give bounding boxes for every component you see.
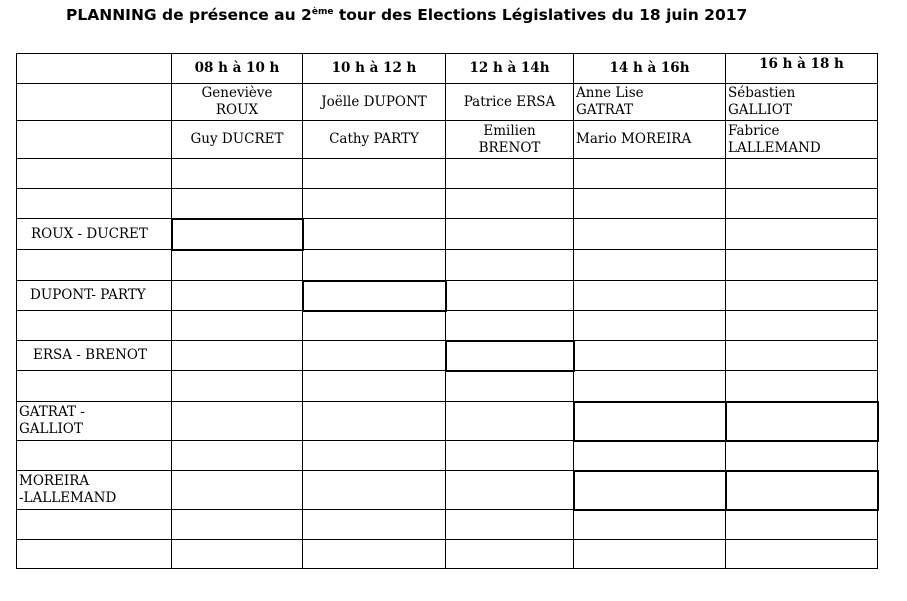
table-cell (446, 441, 574, 471)
table-cell (574, 540, 726, 569)
table-row (17, 402, 878, 441)
planning-table (16, 53, 879, 569)
assignee-row-1 (17, 84, 878, 121)
table-row (17, 510, 878, 540)
pair-label: DUPONT- PARTY (17, 281, 172, 311)
table-cell (446, 281, 574, 311)
table-cell (574, 281, 726, 311)
table-cell (303, 219, 446, 250)
table-cell (726, 189, 878, 219)
table-cell (574, 311, 726, 341)
table-cell (446, 371, 574, 402)
table-cell (446, 219, 574, 250)
table-cell (446, 540, 574, 569)
table-cell (446, 510, 574, 540)
assignee-row-2 (17, 121, 878, 159)
table-cell (172, 250, 303, 281)
corner-cell (17, 54, 172, 84)
title-superscript: ème (311, 6, 334, 17)
assigned-slot (574, 471, 726, 510)
table-cell (446, 471, 574, 510)
table-cell (303, 540, 446, 569)
pair-label: ERSA - BRENOT (17, 341, 172, 371)
time-slot-4: 14 h à 16h (574, 54, 726, 84)
pair-label: ROUX - DUCRET (17, 219, 172, 250)
table-cell (172, 311, 303, 341)
page-title: PLANNING de présence au 2ème tour des Elections Législatives du 18 juin 2017 (66, 6, 748, 24)
table-cell (726, 441, 878, 471)
table-cell (17, 159, 172, 189)
time-slot-1: 08 h à 10 h (172, 54, 303, 84)
table-cell (574, 441, 726, 471)
table-cell (726, 281, 878, 311)
table-cell (303, 471, 446, 510)
table-row (17, 281, 878, 311)
table-cell (172, 189, 303, 219)
table-cell (303, 159, 446, 189)
table-cell (303, 402, 446, 441)
table-cell (303, 371, 446, 402)
table-cell (726, 311, 878, 341)
table-cell (574, 219, 726, 250)
table-row (17, 371, 878, 402)
time-slot-3: 12 h à 14h (446, 54, 574, 84)
pair-label: MOREIRA -LALLEMAND (17, 471, 172, 510)
table-cell (17, 441, 172, 471)
assignee-cell: Anne Lise GATRAT (574, 84, 726, 121)
table-cell (172, 341, 303, 371)
table-cell (303, 311, 446, 341)
table-row (17, 471, 878, 510)
table-cell (17, 121, 172, 159)
table-cell (303, 250, 446, 281)
table-cell (303, 189, 446, 219)
table-row (17, 341, 878, 371)
table-row (17, 441, 878, 471)
table-row (17, 311, 878, 341)
table-cell (17, 540, 172, 569)
table-cell (303, 510, 446, 540)
table-cell (446, 250, 574, 281)
table-cell (303, 341, 446, 371)
table-cell (446, 159, 574, 189)
table-cell (17, 189, 172, 219)
table-cell (172, 371, 303, 402)
assignee-cell: Emilien BRENOT (446, 121, 574, 159)
assignee-cell: Mario MOREIRA (574, 121, 726, 159)
assignee-cell: Cathy PARTY (303, 121, 446, 159)
time-slot-5: 16 h à 18 h (726, 54, 878, 84)
table-cell (726, 159, 878, 189)
header-row (17, 54, 878, 84)
assigned-slot (726, 402, 878, 441)
table-row (17, 189, 878, 219)
time-slot-2: 10 h à 12 h (303, 54, 446, 84)
table-cell (172, 510, 303, 540)
assignee-cell: Guy DUCRET (172, 121, 303, 159)
table-cell (726, 540, 878, 569)
table-cell (17, 250, 172, 281)
table-cell (17, 371, 172, 402)
table-cell (172, 159, 303, 189)
table-cell (172, 402, 303, 441)
table-cell (726, 510, 878, 540)
table-cell (446, 189, 574, 219)
assigned-slot (172, 219, 303, 250)
table-cell (446, 311, 574, 341)
table-cell (574, 341, 726, 371)
assigned-slot (303, 281, 446, 311)
table-cell (726, 341, 878, 371)
assignee-cell: Sébastien GALLIOT (726, 84, 878, 121)
table-cell (172, 281, 303, 311)
assignee-cell: Joëlle DUPONT (303, 84, 446, 121)
table-cell (172, 540, 303, 569)
table-row (17, 540, 878, 569)
table-cell (574, 371, 726, 402)
assigned-slot (574, 402, 726, 441)
table-cell (172, 471, 303, 510)
assigned-slot (726, 471, 878, 510)
table-cell (726, 371, 878, 402)
table-cell (726, 219, 878, 250)
table-cell (574, 159, 726, 189)
table-cell (303, 441, 446, 471)
table-cell (17, 84, 172, 121)
table-row (17, 219, 878, 250)
table-cell (172, 441, 303, 471)
table-cell (574, 510, 726, 540)
table-cell (446, 402, 574, 441)
pair-label: GATRAT - GALLIOT (17, 402, 172, 441)
table-row (17, 159, 878, 189)
table-cell (17, 311, 172, 341)
assignee-cell: Patrice ERSA (446, 84, 574, 121)
table-cell (17, 510, 172, 540)
table-cell (574, 189, 726, 219)
table-cell (574, 250, 726, 281)
assignee-cell: Geneviève ROUX (172, 84, 303, 121)
table-cell (726, 250, 878, 281)
table-row (17, 250, 878, 281)
assigned-slot (446, 341, 574, 371)
assignee-cell: Fabrice LALLEMAND (726, 121, 878, 159)
